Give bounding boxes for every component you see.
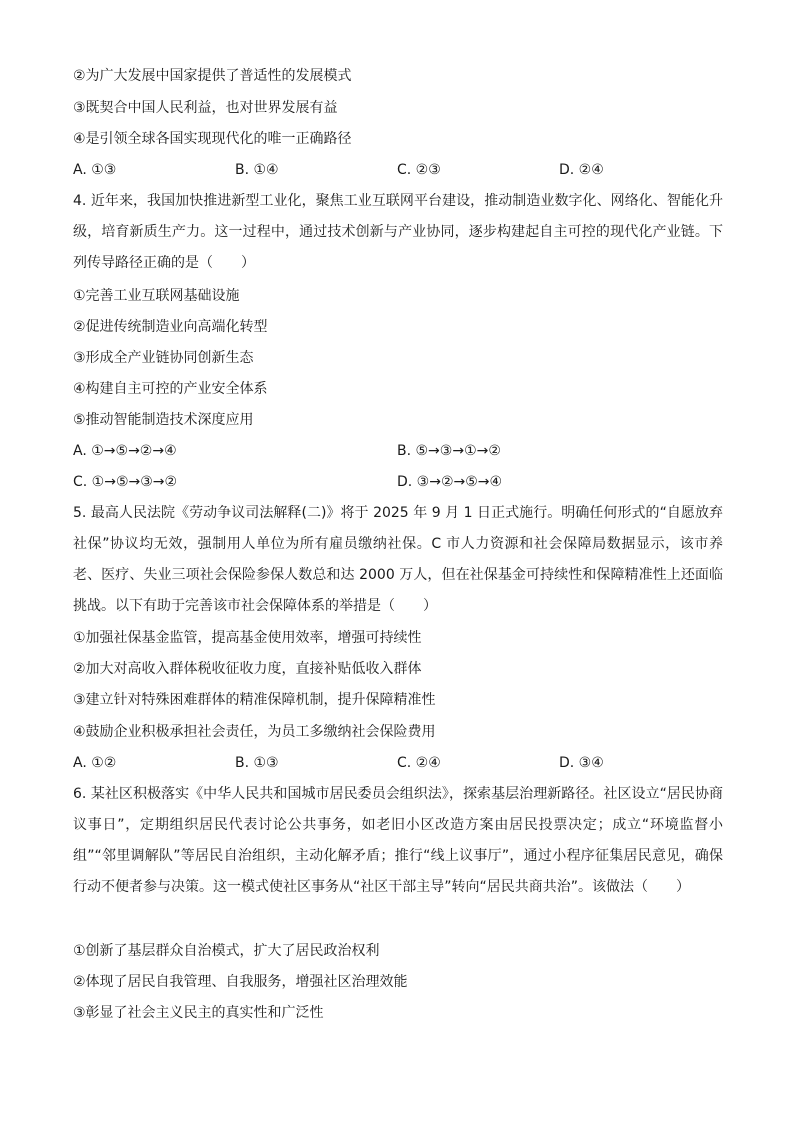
q3-option-d: D. ②④ (559, 162, 604, 178)
q6-statement-1: ①创新了基层群众自治模式，扩大了居民政治权利 (73, 943, 380, 959)
q3-statement-2: ②为广大发展中国家提供了普适性的发展模式 (73, 68, 352, 84)
q4-option-c: C. ①→⑤→③→② (73, 474, 178, 490)
q5-options (73, 753, 723, 773)
q3-statement-3: ③既契合中国人民利益，也对世界发展有益 (73, 100, 338, 116)
q3-option-c: C. ②③ (397, 162, 441, 178)
q5-stem: 5. 最高人民法院《劳动争议司法解释(二)》将于 2025 年 9 月 1 日正式施行。明确任何形式的“自愿放弃社保”协议均无效，强制用人单位为所有雇员缴纳社保。C 市人力资源和社会保障局数据显示，该市养老、医疗、失业三项社会保险参保人数总和达 2000 万人，但在社保基金可持续性和保障精准性上还面临挑战。以下有助于完善该市社会保障体系的举措是（ ） (73, 505, 723, 614)
q4-statement-5: ⑤推动智能制造技术深度应用 (73, 412, 254, 428)
q5-statement-4: ④鼓励企业积极承担社会责任，为员工多缴纳社会保险费用 (73, 724, 436, 740)
q5-option-c: C. ②④ (397, 755, 441, 771)
q4-statement-4: ④构建自主可控的产业安全体系 (73, 381, 268, 397)
q6-statement-3: ③彰显了社会主义民主的真实性和广泛性 (73, 1005, 324, 1021)
q3-option-a: A. ①③ (73, 162, 117, 178)
q4-statement-3: ③形成全产业链协同创新生态 (73, 350, 254, 366)
q4-statement-2: ②促进传统制造业向高端化转型 (73, 319, 268, 335)
q4-stem: 4. 近年来，我国加快推进新型工业化，聚焦工业互联网平台建设，推动制造业数字化、网络化、智能化升级，培育新质生产力。这一过程中，通过技术创新与产业协同，逐步构建起自主可控的现代化产业链。下列传导路径正确的是（ ） (73, 193, 723, 271)
q4-options-row-1 (73, 441, 723, 461)
q5-statement-2: ②加大对高收入群体税收征收力度，直接补贴低收入群体 (73, 661, 422, 677)
q6-stem: 6. 某社区积极落实《中华人民共和国城市居民委员会组织法》，探索基层治理新路径。社区设立“居民协商议事日”，定期组织居民代表讨论公共事务，如老旧小区改造方案由居民投票决定；成立“环境监督小组”“邻里调解队”等居民自治组织，主动化解矛盾；推行“线上议事厅”，通过小程序征集居民意见，确保行动不便者参与决策。这一模式使社区事务从“社区干部主导”转向“居民共商共治”。该做法（ ） (73, 786, 723, 895)
q3-statement-4: ④是引领全球各国实现现代化的唯一正确路径 (73, 131, 352, 147)
q4-options-row-2 (73, 472, 723, 492)
q5-option-d: D. ③④ (559, 755, 604, 771)
q6-statement-2: ②体现了居民自我管理、自我服务，增强社区治理效能 (73, 974, 408, 990)
q5-statement-1: ①加强社保基金监管，提高基金使用效率，增强可持续性 (73, 630, 422, 646)
q4-option-a: A. ①→⑤→②→④ (73, 443, 177, 459)
q5-option-b: B. ①③ (235, 755, 279, 771)
q4-option-d: D. ③→②→⑤→④ (397, 474, 503, 490)
q4-statement-1: ①完善工业互联网基础设施 (73, 288, 240, 304)
q4-option-b: B. ⑤→③→①→② (397, 443, 501, 459)
q5-option-a: A. ①② (73, 755, 117, 771)
q3-option-b: B. ①④ (235, 162, 279, 178)
q3-options (73, 160, 723, 180)
q5-statement-3: ③建立针对特殊困难群体的精准保障机制，提升保障精准性 (73, 692, 436, 708)
